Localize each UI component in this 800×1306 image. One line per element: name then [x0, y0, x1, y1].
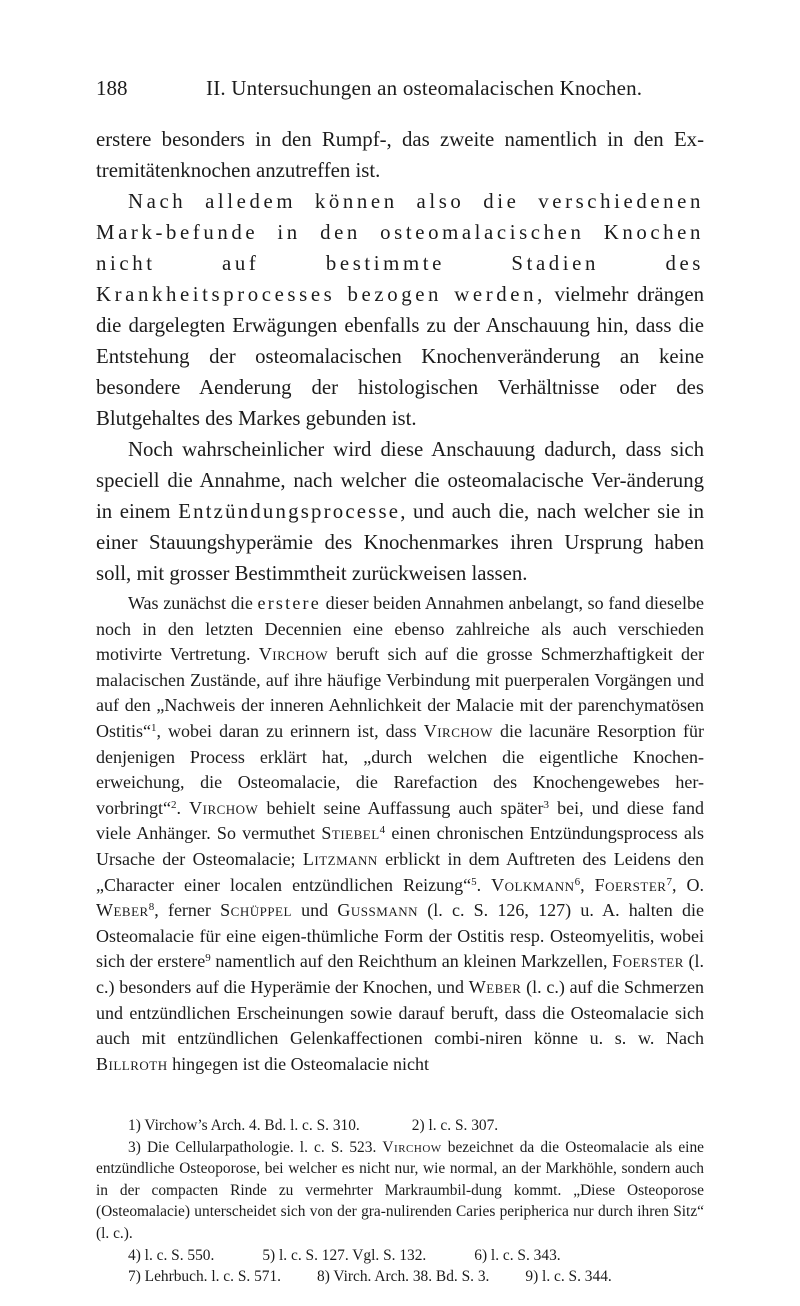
text: bezeichnet da die Osteomalacie als eine entzündliche Osteoporose, bei welcher es nicht nur, wie normal, an der Markhöhle, sondern auch in der compacten Rinde zu vermehrter Markraumbil-dung kommt. „Diese Osteoporose (Osteomalacie) unterscheidet sich von der gra-nulirenden Caries peripherica nur durch ihren Sitz“ (l. c.). — [96, 1138, 704, 1242]
footnote-7: 7) Lehrbuch. l. c. S. 571. — [128, 1268, 282, 1286]
spaced-statement: Nach alledem können also die verschiedenen Mark-befunde in den osteomalacischen Knochen nicht auf bestimmte Stadien des Krankheitsprocesses bezogen werden, — [96, 190, 704, 306]
author-name: Schüppel — [220, 900, 292, 921]
text: , O. — [671, 874, 704, 895]
text: die lacunäre Resorption für denjenigen Process erklärt hat, „durch welchen die eigentliche Knochen-erweichung, die Osteomalacie, die Rarefaction des Knochengewebes her-vorbringt“ — [96, 720, 704, 818]
footnote-ref[interactable]: 1 — [151, 721, 157, 734]
text: hingegen ist die Osteomalacie nicht — [167, 1053, 430, 1074]
footnote-4: 4) l. c. S. 550. — [128, 1246, 215, 1264]
footnote-8: 8) Virch. Arch. 38. Bd. S. 3. — [317, 1268, 490, 1286]
page-number: 188 — [96, 76, 128, 100]
main-text — [96, 124, 704, 589]
small-print-discussion — [96, 591, 704, 1077]
footnote-5: 5) l. c. S. 127. Vgl. S. 132. — [262, 1246, 427, 1264]
author-name: Weber — [468, 976, 522, 997]
footnote-ref[interactable]: 3 — [543, 798, 550, 811]
author-name: Virchow — [258, 644, 328, 665]
author-name: Weber — [96, 900, 149, 921]
text: . — [476, 874, 492, 895]
text: Was zunächst die — [128, 593, 258, 613]
text: und — [291, 900, 338, 921]
paragraph-3-b: , und auch die, nach welcher sie in einer Stauungshyperämie des Knochenmarkes ihren Ursprung haben soll, mit grosser Bestimmtheit zurückweisen lassen. — [96, 500, 705, 585]
author-name: Foerster — [594, 874, 667, 895]
footnote-row-7 — [96, 1266, 704, 1288]
footnote-3 — [96, 1137, 704, 1245]
footnote-2: 2) l. c. S. 307. — [411, 1117, 499, 1134]
text: einen chronischen Entzündungsprocess als Ursache der Osteomalacie; — [96, 823, 704, 869]
text: (l. c.) auf die Schmerzen und entzündlichen Erscheinungen sowie darauf beruft, dass die Osteomalacie sich auch mit entzündlichen Gelenkaffectionen combi-niren könne u. s. w. Nach — [96, 976, 704, 1049]
text: 3) Die Cellularpathologie. l. c. S. 523. — [128, 1138, 383, 1156]
footnote-block — [96, 1115, 704, 1288]
text: , wobei daran zu erinnern ist, dass — [156, 720, 424, 741]
text: . — [176, 797, 190, 818]
footnote-ref[interactable]: 4 — [379, 824, 386, 837]
running-header — [96, 76, 704, 104]
text: beruft sich auf die grosse Schmerzhaftigkeit der malacischen Zustände, auf ihre häufige Verbindung mit puerperalen Vorgängen und auf den „Nachweis der inneren Aehnlichkeit der Malacie mit der parenchymatösen Ostitis“ — [96, 644, 705, 741]
text: , ferner — [154, 900, 221, 921]
footnote-row-1 — [96, 1115, 704, 1137]
footnote-6: 6) l. c. S. 343. — [474, 1246, 561, 1264]
text: dieser beiden Annahmen anbelangt, so fand dieselbe noch in den letzten Decennien eine ebenso zahlreiche als auch verschieden motivirte Vertretung. — [96, 593, 704, 665]
author-name: Billroth — [96, 1053, 168, 1074]
footnote-ref[interactable]: 8 — [148, 901, 155, 914]
footnote-ref[interactable]: 9 — [205, 952, 211, 965]
author-name: Litzmann — [302, 848, 378, 869]
author-name: Foerster — [612, 951, 684, 972]
text: erblickt in dem Auftreten des Leidens den „Character einer localen entzündlichen Reizung“ — [96, 848, 705, 895]
text: , — [580, 874, 595, 895]
author-name: Volkmann — [491, 874, 575, 895]
author-name: Gussmann — [337, 900, 418, 921]
text: bei, und diese fand viele Anhänger. So vermuthet — [96, 797, 704, 844]
text: (l. c.) besonders auf die Hyperämie der Knochen, und — [96, 951, 704, 997]
footnote-1: 1) Virchow’s Arch. 4. Bd. l. c. S. 310. — [128, 1117, 360, 1134]
paragraph-3-a: Noch wahrscheinlicher wird diese Anschauung dadurch, dass sich speciell die Annahme, nach welcher die osteomalacische Ver-änderung in einem — [96, 438, 704, 523]
paragraph-2 — [96, 186, 704, 434]
author-name: Stiebel — [321, 823, 380, 844]
paragraph-3 — [96, 434, 704, 589]
footnote-ref[interactable]: 7 — [666, 875, 672, 888]
spaced-term: erstere — [257, 593, 321, 613]
author-name: Virchow — [189, 797, 259, 818]
running-title: II. Untersuchungen an osteomalacischen Knochen. — [206, 76, 643, 100]
author-name: Virchow — [423, 720, 493, 741]
paragraph-2-rest: vielmehr drängen die dargelegten Erwägungen ebenfalls zu der Anschauung hin, dass die Entstehung der osteomalacischen Knochenveränderung an keine besondere Aenderung der histologischen Verhältnisse oder des Blutgehaltes des Markes gebunden ist. — [96, 283, 705, 430]
paragraph-1: erstere besonders in den Rumpf-, das zweite namentlich in den Ex-tremitätenknochen anzutreffen ist. — [96, 128, 704, 182]
footnote-ref[interactable]: 6 — [574, 875, 581, 888]
text: (l. c. S. 126, 127) u. A. halten die Osteomalacie für eine eigen-thümliche Form der Ostitis resp. Osteomyelitis, wobei sich der erstere — [96, 900, 705, 972]
small-paragraph — [96, 591, 704, 1077]
text: behielt seine Auffassung auch später — [258, 797, 544, 818]
footnote-9: 9) l. c. S. 344. — [525, 1268, 612, 1286]
author-name: Virchow — [382, 1138, 442, 1156]
footnote-ref[interactable]: 2 — [170, 798, 177, 811]
spaced-term: Entzündungsprocesse — [178, 500, 401, 523]
text: namentlich auf den Reichthum an kleinen Markzellen, — [210, 951, 613, 972]
footnote-row-4 — [96, 1245, 704, 1267]
footnote-ref[interactable]: 5 — [471, 875, 477, 888]
